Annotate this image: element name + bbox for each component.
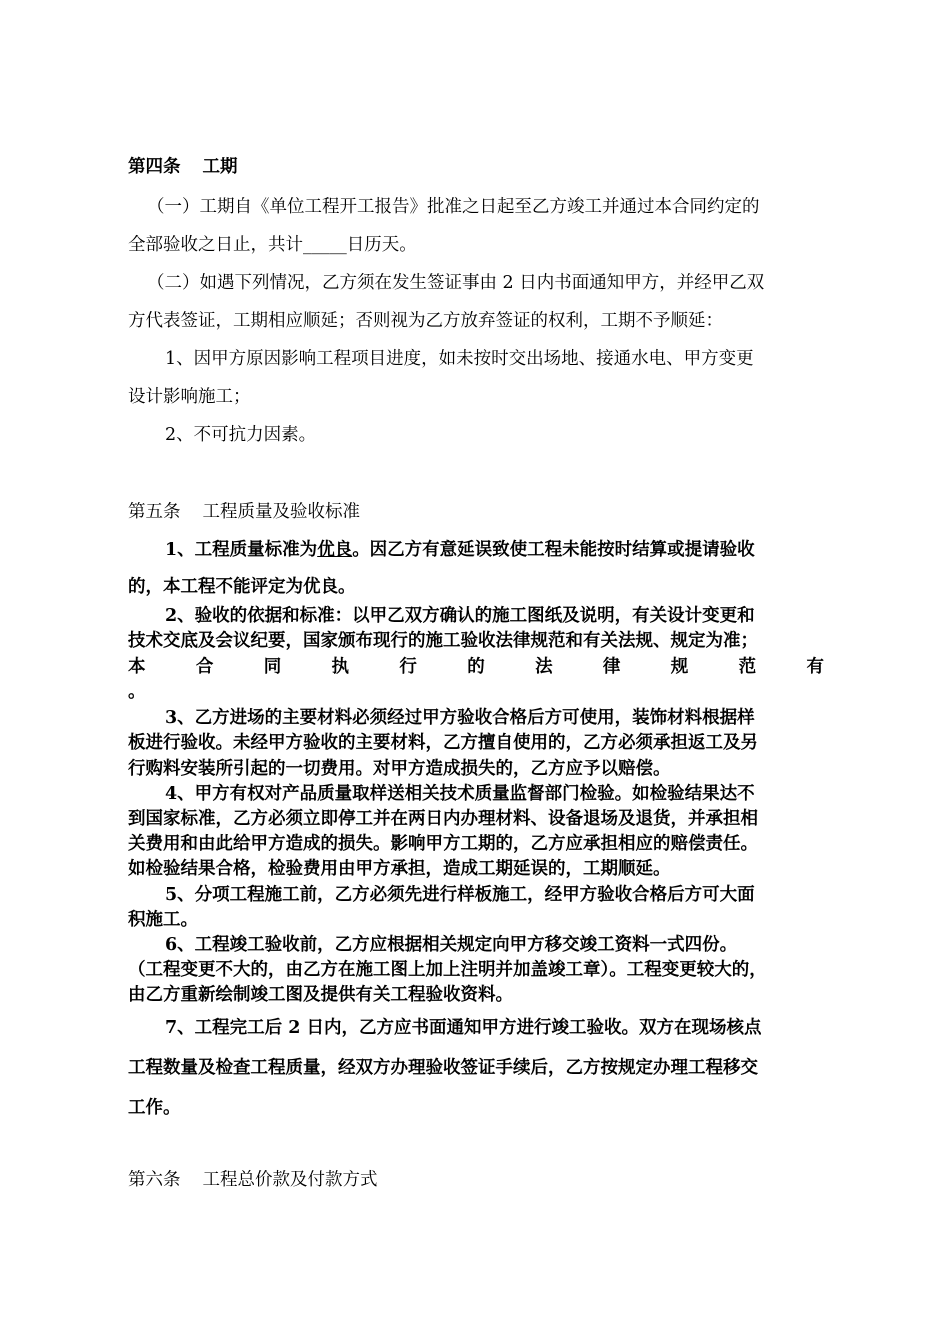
article-5-item-4-line-2: 到国家标准，乙方必须立即停工并在两日内办理材料、设备退场及退货，并承担相: [128, 809, 758, 829]
justified-char: 的: [467, 657, 485, 677]
justified-char: 本: [128, 657, 146, 677]
article-4-item-1-line-1: 1、因甲方原因影响工程项目进度，如未按时交出场地、接通水电、甲方变更: [165, 349, 754, 369]
article-5-heading: [128, 502, 824, 522]
article-5-item-2-line-1: 2、验收的依据和标准：以甲乙双方确认的施工图纸及说明，有关设计变更和: [165, 606, 755, 626]
article-4-item-1-line-2: 设计影响施工；: [128, 387, 251, 407]
article-5-title: 工程质量及验收标准: [202, 502, 360, 522]
article-6-title: 工程总价款及付款方式: [202, 1170, 378, 1190]
item-1-text-a: 1、工程质量标准为: [165, 540, 318, 560]
article-5-item-1-line-2: 的，本工程不能评定为优良。: [128, 577, 356, 597]
article-6-heading: [128, 1170, 824, 1190]
article-5-item-2-line-2: 技术交底及会议纪要，国家颁布现行的施工验收法律规范和有关法规、规定为准；: [128, 631, 758, 651]
article-5-item-5-line-2: 积施工。: [128, 910, 198, 930]
article-5-item-1-line-1: [165, 540, 861, 560]
article-5-item-7-line-2: 工程数量及检查工程质量，经双方办理验收签证手续后，乙方按规定办理工程移交: [128, 1058, 758, 1078]
justified-char: 合: [195, 657, 214, 677]
article-5-item-2-line-4: 。: [128, 682, 146, 702]
article-4-number: 第四条: [128, 157, 181, 177]
article-4-heading: [128, 157, 824, 177]
justified-char: 行: [399, 657, 417, 677]
article-5-item-7-line-3: 工作。: [128, 1098, 181, 1118]
justified-char: 范: [738, 657, 757, 677]
article-5-item-3-line-3: 行购料安装所引起的一切费用。对甲方造成损失的，乙方应予以赔偿。: [128, 759, 671, 779]
article-5-item-2-line-3: [128, 657, 824, 677]
article-5-item-3-line-2: 板进行验收。未经甲方验收的主要材料，乙方擅自使用的，乙方必须承担返工及另: [128, 733, 758, 753]
article-5-item-6-line-1: 6、工程竣工验收前，乙方应根据相关规定向甲方移交竣工资料一式四份。: [165, 935, 738, 955]
article-6-number: 第六条: [128, 1170, 181, 1190]
article-5-item-4-line-1: 4、甲方有权对产品质量取样送相关技术质量监督部门检验。如检验结果达不: [165, 784, 755, 804]
item-1-text-c: 。因乙方有意延误致使工程未能按时结算或提请验收: [352, 540, 755, 560]
justified-char: 执: [331, 657, 350, 677]
article-5-item-6-line-2: （工程变更不大的，由乙方在施工图上加上注明并加盖竣工章）。工程变更较大的，: [128, 960, 767, 980]
article-4-para-2-line-2: 方代表签证，工期相应顺延；否则视为乙方放弃签证的权利，工期不予顺延：: [128, 311, 723, 331]
article-5-item-7-line-1: 7、工程完工后 2 日内，乙方应书面通知甲方进行竣工验收。双方在现场核点: [165, 1018, 762, 1038]
article-5-item-4-line-4: 如检验结果合格，检验费用由甲方承担，造成工期延误的，工期顺延。: [128, 859, 671, 879]
quality-standard-value: 优良: [317, 540, 353, 560]
article-5-item-5-line-1: 5、分项工程施工前，乙方必须先进行样板施工，经甲方验收合格后方可大面: [165, 885, 755, 905]
justified-char: 有: [806, 657, 824, 677]
article-4-item-2: 2、不可抗力因素。: [165, 425, 317, 445]
article-5-item-4-line-3: 关费用和由此给甲方造成的损失。影响甲方工期的，乙方应承担相应的赔偿责任。: [128, 834, 758, 854]
article-4-para-2-line-1: （二）如遇下列情况，乙方须在发生签证事由 2 日内书面通知甲方，并经甲乙双: [147, 273, 765, 293]
article-5-number: 第五条: [128, 502, 181, 522]
justified-char: 律: [602, 657, 621, 677]
justified-char: 同: [263, 657, 282, 677]
justified-char: 规: [670, 657, 689, 677]
justified-char: 法: [535, 657, 553, 677]
article-4-para-1-line-1: （一）工期自《单位工程开工报告》批准之日起至乙方竣工并通过本合同约定的: [147, 197, 760, 217]
article-4-para-1-line-2: 全部验收之日止，共计_____日历天。: [128, 235, 417, 255]
article-5-item-3-line-1: 3、乙方进场的主要材料必须经过甲方验收合格后方可使用，装饰材料根据样: [165, 708, 755, 728]
article-4-title: 工期: [202, 157, 238, 177]
article-5-item-6-line-3: 由乙方重新绘制竣工图及提供有关工程验收资料。: [128, 985, 513, 1005]
